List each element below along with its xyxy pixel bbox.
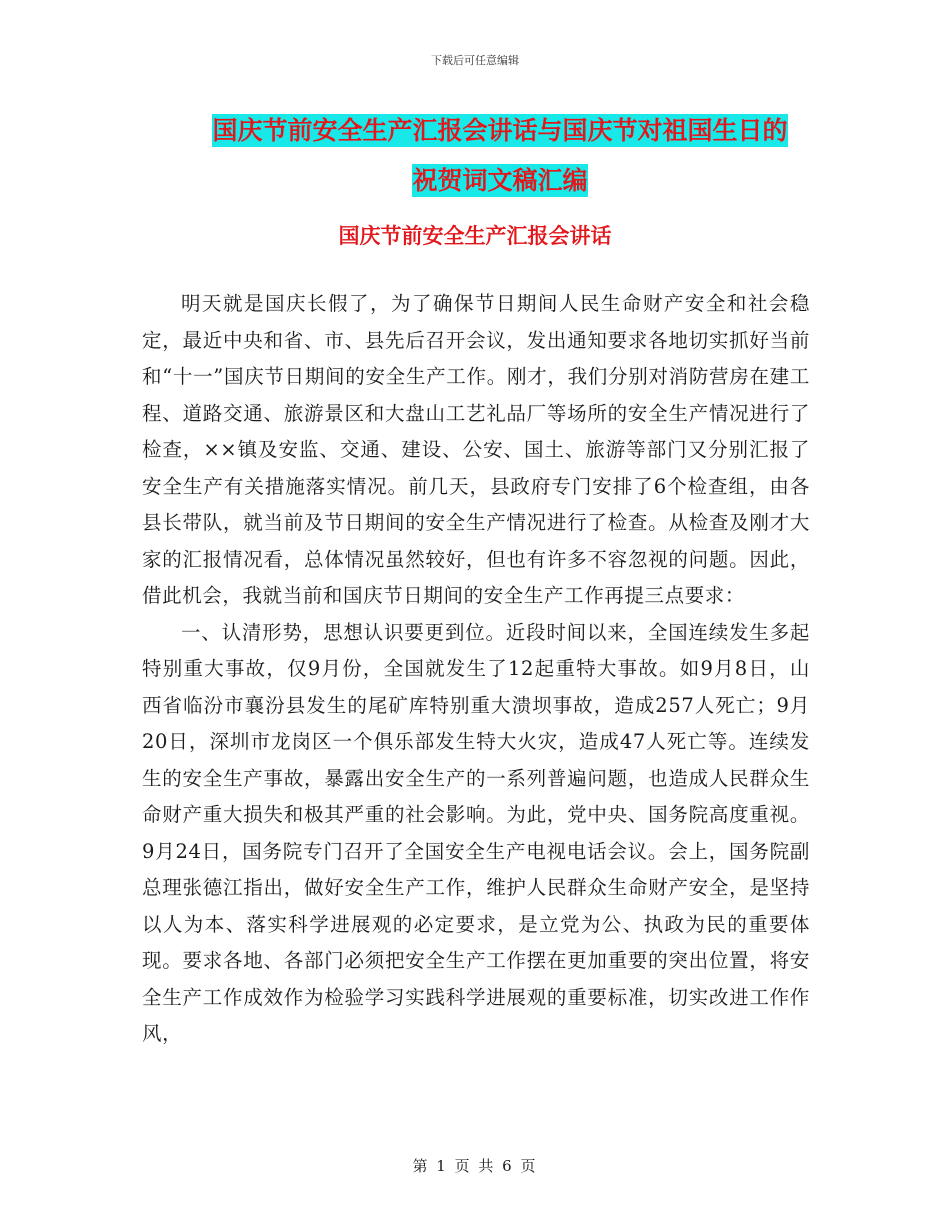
- document-title-line-2: 祝贺词文稿汇编: [412, 166, 588, 195]
- body-text: [142, 286, 810, 1053]
- paragraph: 明天就是国庆长假了，为了确保节日期间人民生命财产安全和社会稳定，最近中央和省、市、县先后召开会议，发出通知要求各地切实抓好当前和“十一”国庆节日期间的安全生产工作。刚才，我们分别对消防营房在建工程、道路交通、旅游景区和大盘山工艺礼品厂等场所的安全生产情况进行了检查，××镇及安监、交通、建设、公安、国土、旅游等部门又分别汇报了安全生产有关措施落实情况。前几天，县政府专门安排了6个检查组，由各县长带队，就当前及节日期间的安全生产情况进行了检查。从检查及刚才大家的汇报情况看，总体情况虽然较好，但也有许多不容忽视的问题。因此，借此机会，我就当前和国庆节日期间的安全生产工作再提三点要求：: [142, 292, 810, 607]
- document-title-line-1: 国庆节前安全生产汇报会讲话与国庆节对祖国生日的: [212, 116, 788, 145]
- page-number-footer: 第 1 页 共 6 页: [412, 1157, 538, 1175]
- header-note: 下载后可任意编辑: [431, 54, 519, 67]
- section-title: 国庆节前安全生产汇报会讲话: [338, 223, 612, 248]
- paragraph: 一、认清形势，思想认识要更到位。近段时间以来，全国连续发生多起特别重大事故，仅9月份，全国就发生了12起重特大事故。如9月8日，山西省临汾市襄汾县发生的尾矿库特别重大溃坝事故，造成257人死亡；9月20日，深圳市龙岗区一个俱乐部发生特大火灾，造成47人死亡等。连续发生的安全生产事故，暴露出安全生产的一系列普遍问题，也造成人民群众生命财产重大损失和极其严重的社会影响。为此，党中央、国务院高度重视。9月24日，国务院专门召开了全国安全生产电视电话会议。会上，国务院副总理张德江指出，做好安全生产工作，维护人民群众生命财产安全，是坚持以人为本、落实科学进展观的必定要求，是立党为公、执政为民的重要体现。要求各地、各部门必须把安全生产工作摆在更加重要的突出位置，将安全生产工作成效作为检验学习实践科学进展观的重要标准，切实改进工作作风，: [142, 620, 810, 1045]
- document-title: [120, 106, 880, 206]
